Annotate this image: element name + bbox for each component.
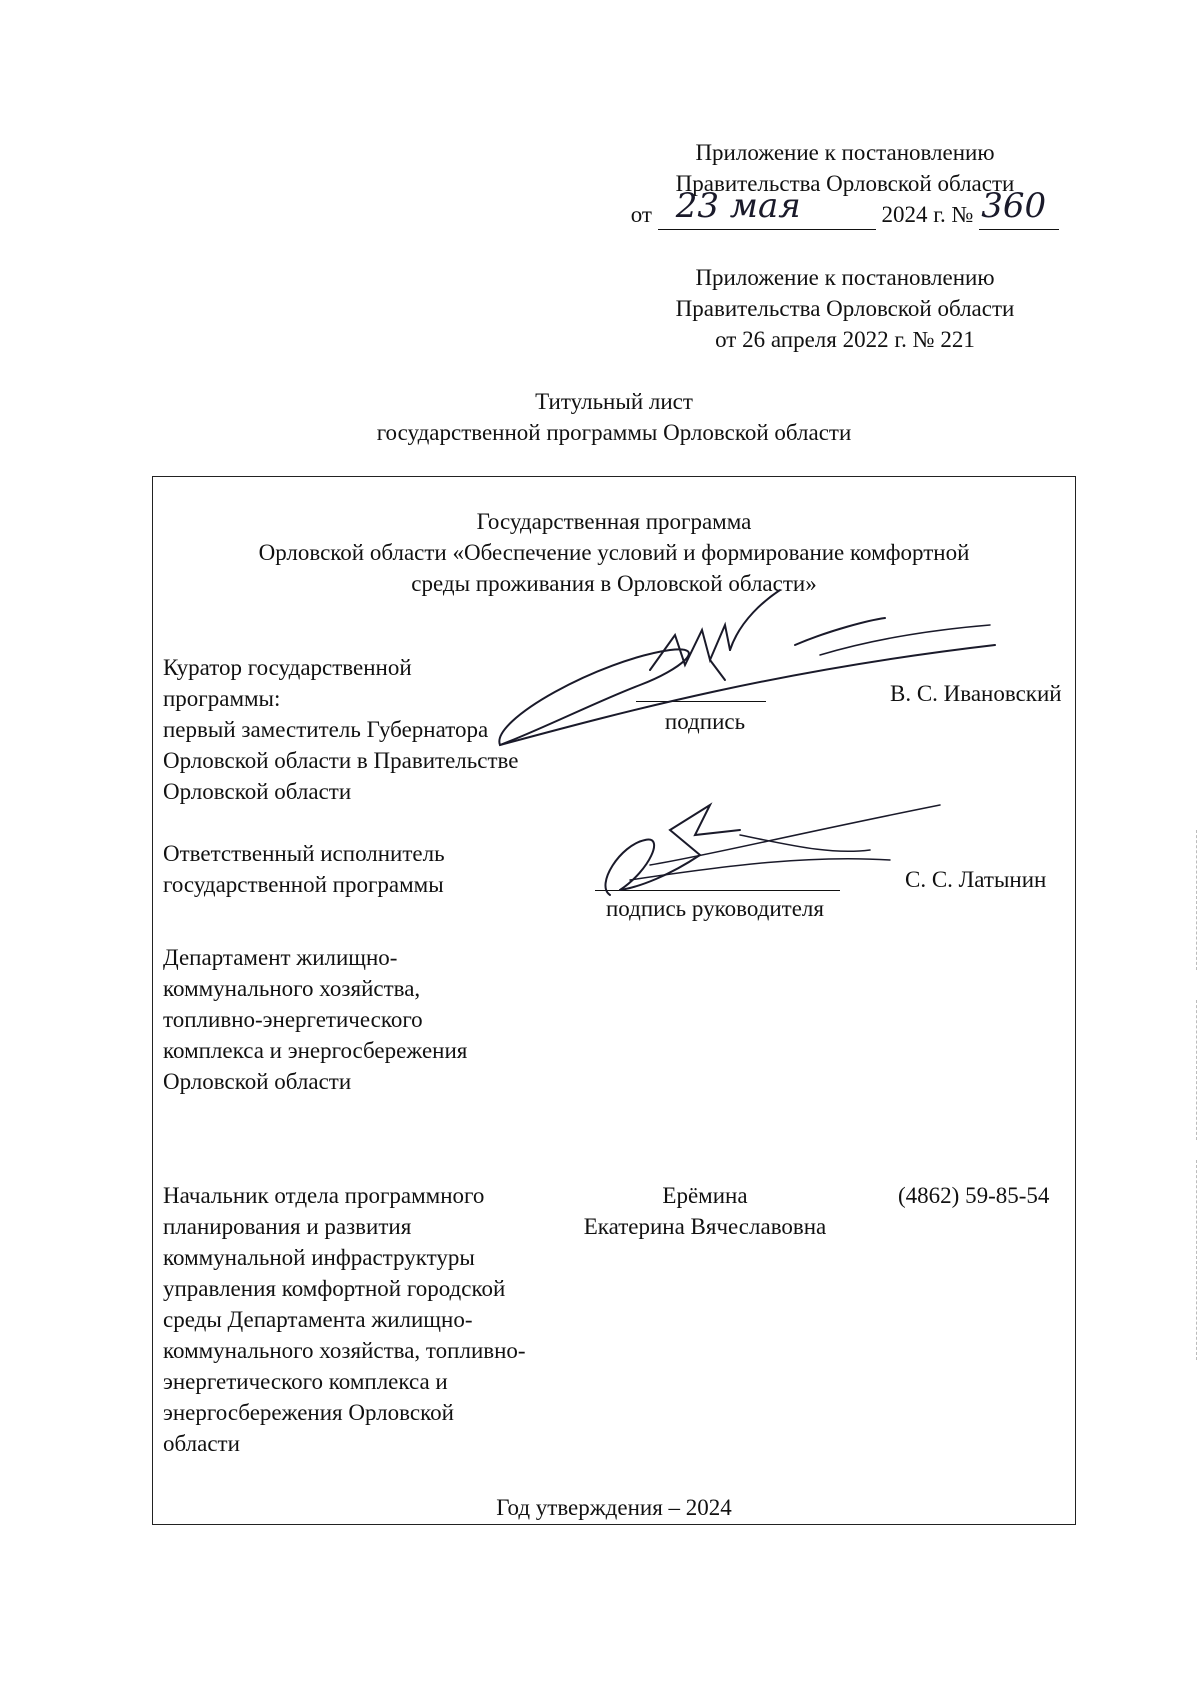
program-title-line3: среды проживания в Орловской области» bbox=[411, 571, 817, 596]
title-heading bbox=[152, 386, 1076, 448]
program-title-line2: Орловской области «Обеспечение условий и формирование комфортной bbox=[258, 540, 970, 565]
contact-given-names: Екатерина Вячеславовна bbox=[583, 1214, 827, 1239]
appendix-new-date-line bbox=[600, 186, 1090, 230]
contact-phone: (4862) 59-85-54 bbox=[898, 1183, 1050, 1208]
scan-edge-artifact bbox=[1196, 830, 1199, 970]
appendix-new-line1: Приложение к постановлению bbox=[695, 140, 995, 165]
curator-line: первый заместитель Губернатора bbox=[163, 717, 489, 742]
contact-line: коммунальной инфраструктуры bbox=[163, 1245, 475, 1270]
handwritten-number-text: 360 bbox=[981, 186, 1047, 226]
program-title-line1: Государственная программа bbox=[476, 509, 752, 534]
appendix-new-line2: Правительства Орловской области bbox=[675, 171, 1015, 196]
executor-name: С. С. Латынин bbox=[905, 867, 1047, 892]
scan-edge-artifact bbox=[1196, 1000, 1199, 1140]
appendix-new-prefix: от bbox=[630, 202, 652, 227]
executor-line: государственной программы bbox=[163, 872, 444, 897]
executor-position bbox=[163, 838, 543, 900]
curator-line: Орловской области bbox=[163, 779, 352, 804]
handwritten-date-text: 23 мая bbox=[675, 186, 801, 226]
executor-signature bbox=[590, 795, 950, 925]
department-line: комплекса и энергосбережения bbox=[163, 1038, 468, 1063]
appendix-old-line3: от 26 апреля 2022 г. № 221 bbox=[715, 327, 975, 352]
appendix-new bbox=[600, 137, 1090, 230]
contact-line: энергетического комплекса и bbox=[163, 1369, 448, 1394]
contact-line: среды Департамента жилищно- bbox=[163, 1307, 473, 1332]
contact-surname: Ерёмина bbox=[662, 1183, 748, 1208]
curator-line: Орловской области в Правительстве bbox=[163, 748, 519, 773]
contact-person-name bbox=[570, 1180, 840, 1242]
approval-year: Год утверждения – 2024 bbox=[496, 1495, 732, 1520]
executor-line: Ответственный исполнитель bbox=[163, 841, 445, 866]
contact-line: Начальник отдела программного bbox=[163, 1183, 485, 1208]
contact-position bbox=[163, 1180, 563, 1459]
department-line: Департамент жилищно- bbox=[163, 945, 398, 970]
contact-line: управления комфортной городской bbox=[163, 1276, 506, 1301]
curator-name: В. С. Ивановский bbox=[890, 681, 1062, 706]
department-line: коммунального хозяйства, bbox=[163, 976, 421, 1001]
contact-line: коммунального хозяйства, топливно- bbox=[163, 1338, 526, 1363]
appendix-old-line1: Приложение к постановлению bbox=[695, 265, 995, 290]
curator-signature-caption: подпись bbox=[664, 709, 746, 734]
department-name bbox=[163, 942, 543, 1097]
contact-line: планирования и развития bbox=[163, 1214, 412, 1239]
appendix-old-line2: Правительства Орловской области bbox=[675, 296, 1015, 321]
curator-signature bbox=[480, 580, 1000, 760]
department-line: Орловской области bbox=[163, 1069, 352, 1094]
curator-line: программы: bbox=[163, 686, 281, 711]
appendix-new-year: 2024 г. № bbox=[881, 202, 974, 227]
handwritten-date bbox=[658, 186, 876, 230]
executor-signature-caption: подпись руководителя bbox=[606, 896, 824, 921]
contact-line: области bbox=[163, 1431, 240, 1456]
curator-line: Куратор государственной bbox=[163, 655, 412, 680]
appendix-old bbox=[600, 262, 1090, 355]
contact-line: энергосбережения Орловской bbox=[163, 1400, 454, 1425]
title-heading-line2: государственной программы Орловской области bbox=[376, 420, 852, 445]
title-heading-line1: Титульный лист bbox=[535, 389, 693, 414]
department-line: топливно-энергетического bbox=[163, 1007, 423, 1032]
scan-edge-artifact bbox=[1196, 1160, 1199, 1360]
handwritten-number bbox=[979, 186, 1059, 230]
